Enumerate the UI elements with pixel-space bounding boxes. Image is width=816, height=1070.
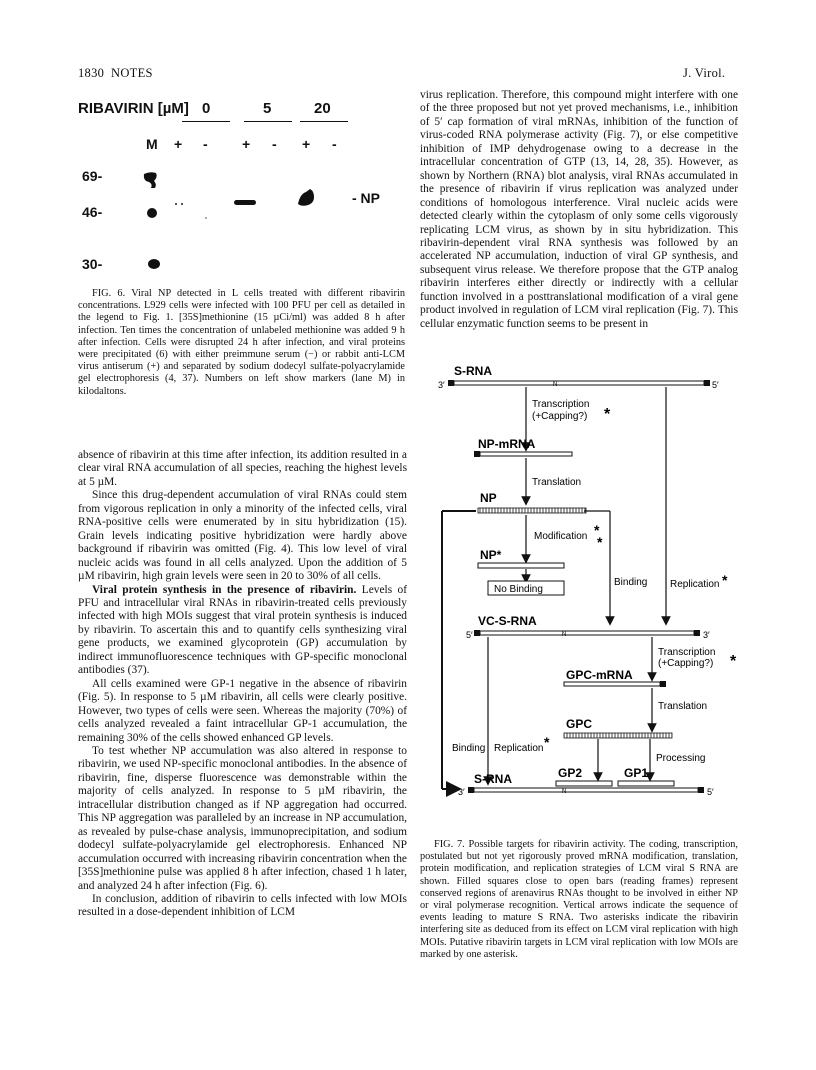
page-number: 1830 bbox=[78, 66, 105, 80]
no-binding-label: No Binding bbox=[494, 584, 543, 595]
marker-69: 69- bbox=[82, 168, 103, 184]
translation-1: Translation bbox=[532, 477, 582, 488]
marker-band-30 bbox=[148, 259, 160, 269]
running-section: NOTES bbox=[111, 66, 153, 80]
lane-sign-1: + bbox=[174, 136, 183, 152]
dot bbox=[181, 203, 183, 205]
lane-m-label: M bbox=[146, 136, 158, 152]
fig7-caption bbox=[420, 839, 738, 961]
s-rna-top-label: S-RNA bbox=[454, 364, 492, 378]
transcription-1: Transcription bbox=[532, 399, 590, 410]
np-band-5 bbox=[234, 200, 256, 205]
fig6-caption bbox=[78, 288, 405, 398]
left-para-3-text: Levels of PFU and intracellular viral RNAs in ribavirin-treated cells previously infected with high MOIs suggest that viral protein synthesis is induced by ribavirin. To ascertain this and to quantify cells synthesizing viral gene products, we examined glycoprotein (GP) accumulation by indirect immunofluorescence techniques with GP-specific monoclonal antibodies (37). bbox=[78, 583, 408, 677]
vc-s-rna-5: 5′ bbox=[466, 630, 473, 640]
star-1: * bbox=[604, 406, 611, 423]
s-rna-bottom-n: N bbox=[562, 789, 567, 795]
np-band-label: - NP bbox=[352, 190, 380, 206]
gpc-mrna-label: GPC-mRNA bbox=[566, 668, 633, 682]
left-para-1: absence of ribavirin at this time after infection, its addition resulted in a clear viral RNA accumulation of all species, reaching the highest levels at 5 µM. bbox=[78, 449, 407, 488]
right-column bbox=[420, 89, 738, 331]
lane-sign-2: - bbox=[203, 136, 208, 152]
fig7-caption-text: FIG. 7. Possible targets for ribavirin activity. The coding, transcription, postulated but not yet rigorously proved mRNA modification, translation, protein modification, and replication strategies of LCM viral S RNA are shown. Filled squares close to open bars (reading frames) represent conserved regions of arenavirus RNAs thought to be involved in either NP or viral polymerase recognition. Vertical arrows indicate the sequence of events leading to mature S RNA. Two asterisks indicate the ribavirin interfering site as deduced from its effect on LCM viral replication with high MOIs. Putative ribavirin targets in LCM viral replication with low MOIs are marked by one asterisk. bbox=[420, 839, 738, 960]
lane-sign-4: - bbox=[272, 136, 277, 152]
fig6-caption-text: FIG. 6. Viral NP detected in L cells treated with different ribavirin concentrations. L929 cells were infected with 100 PFU per cell as detailed in the legend to Fig. 1. [35S]methionine (15 µCi/ml) was added 8 h after infection. Ten times the concentration of unlabeled methionine was added 9 h after infection. Cells were disrupted 24 h after infection, and viral proteins were precipitated (6) with either preimmune serum (−) or rabbit anti-LCM virus antiserum (+) and separated by sodium dodecyl sulfate-polyacrylamide gel electrophoresis (4, 37). Numbers on left show markers (lane M) in kilodaltons. bbox=[78, 288, 405, 397]
left-para-2: Since this drug-dependent accumulation of viral RNAs could stem from vigorous replication in only a minority of the infected cells, viral RNA-positive cells were enumerated by in situ hybridization (15). Grain levels indicating positive hybridization were hardly above background if ribavirin was omitted (Fig. 4). This low level of viral nucleic acids was found in all cells analyzed. Upon the addition of 5 µM ribavirin, high grain levels were seen in 20 to 30% of all cells. bbox=[78, 489, 407, 583]
left-column bbox=[78, 449, 407, 920]
vc-s-rna-label: VC-S-RNA bbox=[478, 614, 537, 628]
translation-2: Translation bbox=[658, 701, 708, 712]
conc-20: 20 bbox=[314, 100, 331, 117]
marker-30: 30- bbox=[82, 256, 103, 272]
transcription-2: Transcription bbox=[658, 647, 716, 658]
star-rep-1: * bbox=[722, 572, 728, 588]
replication-label-2: Replication bbox=[494, 743, 544, 754]
np-band-20 bbox=[298, 189, 314, 206]
gel-figure bbox=[78, 100, 408, 280]
lane-sign-5: + bbox=[302, 136, 311, 152]
journal-title: J. Virol. bbox=[683, 66, 726, 80]
replication-label-1: Replication bbox=[670, 579, 720, 590]
s-rna-bottom-3: 3′ bbox=[458, 787, 465, 797]
capping-2: (+Capping?) bbox=[658, 658, 714, 669]
vc-s-rna-n: N bbox=[562, 632, 567, 638]
star-2: * bbox=[730, 653, 737, 670]
s-rna-top-3: 3′ bbox=[438, 380, 445, 390]
conc-0: 0 bbox=[202, 100, 211, 117]
fig7-diagram bbox=[428, 363, 758, 833]
star-rep-2: * bbox=[544, 734, 550, 750]
left-para-6: In conclusion, addition of ribavirin to cells infected with low MOIs resulted in a dose-dependent inhibition of LCM bbox=[78, 892, 407, 919]
lane-sign-6: - bbox=[332, 136, 337, 152]
gp1-label: GP1 bbox=[624, 766, 649, 780]
s-rna-bottom-5: 5′ bbox=[707, 787, 714, 797]
s-rna-bottom-label: S-RNA bbox=[474, 772, 512, 786]
star-mod-2: * bbox=[597, 534, 603, 550]
right-para-1: virus replication. Therefore, this compound might interfere with one of the three proposed but not yet proved mechanisms, i.e., inhibition of 5′ cap formation of viral mRNAs, inhibition of the function of virus-coded RNA polymerase activity (Fig. 7), or else competitive inhibition of IMP dehydrogenase owing to a decrease in the intracellular concentration of GTP (13, 14, 28, 35). However, as shown by Northern (RNA) blot analysis, viral RNAs accumulated in the presence of ribavirin if virus replication was analyzed under conditions of homologous interference. Viral nucleic acids were detected clearly within the cytoplasm of only some cells vigorously replicating LCM virus, as shown by in situ hybridization. This ribavirin-dependent viral RNA synthesis was followed by an accelerated NP accumulation, induction of viral GP synthesis, and subsequent virus release. We therefore propose that the GTP analog ribavirin interferes either directly or indirectly with a cellular function involved in a posttranslational modification of a viral gene product involved in regulation of LCM viral replication (Fig. 7). This cellular enzymatic function seems to be present in bbox=[420, 89, 738, 330]
left-para-4: All cells examined were GP-1 negative in the absence of ribavirin (Fig. 5). In response to 5 µM ribavirin, all cells were clearly positive. However, two types of cells were seen. Whereas the majority (70%) of cells analyzed revealed a faint intracellular GP-1 accumulation, the remaining 30% of the cells showed enhanced GP levels. bbox=[78, 677, 407, 744]
capping-1: (+Capping?) bbox=[532, 411, 588, 422]
s-rna-top-n: N bbox=[553, 382, 558, 388]
processing-label: Processing bbox=[656, 753, 706, 764]
s-rna-top-5: 5′ bbox=[712, 380, 719, 390]
lane-sign-3: + bbox=[242, 136, 251, 152]
left-para-5: To test whether NP accumulation was also altered in response to ribavirin, we used NP-specific monoclonal antibodies. In the absence of ribavirin, fine, disperse fluorescence was demonstrable within the majority of cells analyzed. In response to 5 µM ribavirin, the intracellular distribution changed as if NP aggregation had occurred. This NP aggregation was paralleled by an increase in NP accumulation, as revealed by pulse-chase analysis, immunoprecipitation, and sodium dodecyl sulfate-polyacrylamide gel electrophoresis. Enhanced NP accumulation occurred with increasing ribavirin concentration when the [35S]methionine pulse was applied 8 h after infection, chased 1 h later, and analyzed 24 h after infection (Fig. 6). bbox=[78, 744, 407, 892]
marker-band-46 bbox=[147, 208, 157, 218]
binding-label-2: Binding bbox=[452, 743, 486, 754]
dot bbox=[175, 203, 177, 205]
marker-band-69 bbox=[144, 172, 157, 188]
marker-46: 46- bbox=[82, 204, 103, 220]
np-label: NP bbox=[480, 491, 497, 505]
modification-label: Modification bbox=[534, 531, 588, 542]
gel-bands bbox=[78, 100, 358, 280]
dot bbox=[205, 217, 207, 219]
binding-label-1: Binding bbox=[614, 577, 648, 588]
gel-title: RIBAVIRIN [µM] bbox=[78, 100, 189, 117]
conc-5: 5 bbox=[263, 100, 272, 117]
gp2-label: GP2 bbox=[558, 766, 583, 780]
gpc-label: GPC bbox=[566, 717, 593, 731]
section-heading: Viral protein synthesis in the presence of ribavirin. bbox=[92, 583, 357, 596]
np-mrna-label: NP-mRNA bbox=[478, 437, 536, 451]
left-para-3 bbox=[78, 584, 407, 678]
star-mod-1: * bbox=[594, 522, 600, 538]
vc-s-rna-3: 3′ bbox=[703, 630, 710, 640]
np-star-label: NP* bbox=[480, 548, 502, 562]
